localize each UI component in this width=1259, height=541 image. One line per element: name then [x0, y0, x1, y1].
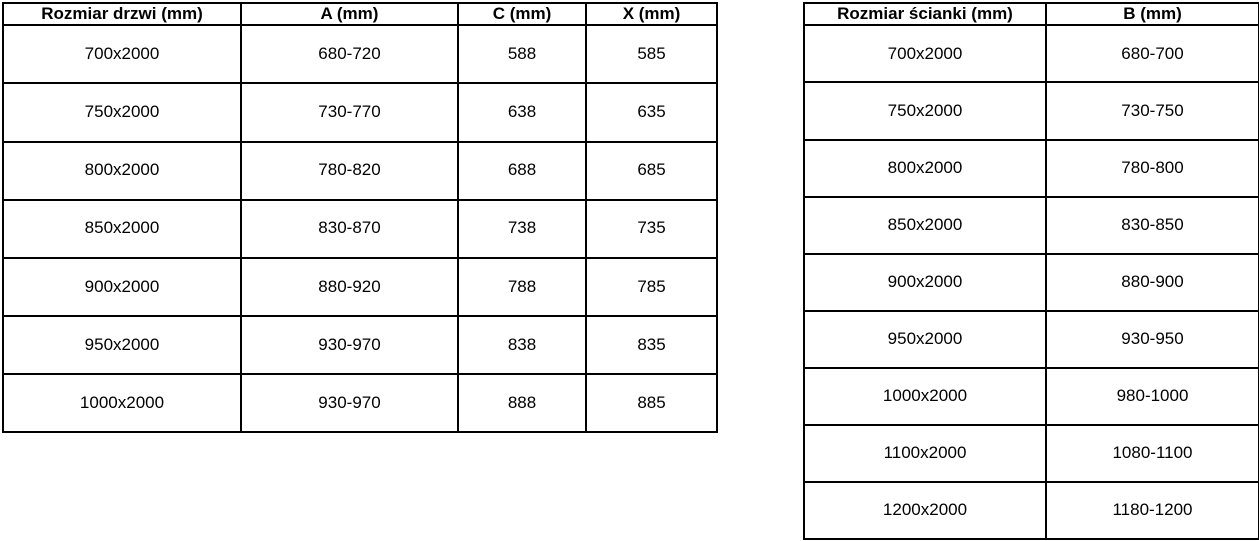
table-cell: 638: [458, 83, 586, 141]
table-cell: 750x2000: [3, 83, 241, 141]
table-cell: 585: [586, 25, 717, 83]
table-row: [804, 425, 1259, 482]
column-header: C (mm): [458, 3, 586, 25]
wall-table-body: [804, 25, 1259, 539]
table-cell: 900x2000: [3, 258, 241, 316]
table-cell: 680-720: [241, 25, 458, 83]
table-cell: 900x2000: [804, 254, 1046, 311]
column-header: Rozmiar drzwi (mm): [3, 3, 241, 25]
table-row: [804, 197, 1259, 254]
table-cell: 850x2000: [3, 200, 241, 258]
table-cell: 788: [458, 258, 586, 316]
column-header: X (mm): [586, 3, 717, 25]
table-cell: 780-820: [241, 142, 458, 200]
table-cell: 730-750: [1046, 82, 1259, 139]
door-table-body: [3, 25, 717, 432]
table-row: [804, 82, 1259, 139]
table-cell: 735: [586, 200, 717, 258]
table-row: [804, 254, 1259, 311]
table-cell: 880-900: [1046, 254, 1259, 311]
wall-table-header-row: [804, 3, 1259, 25]
table-cell: 888: [458, 374, 586, 432]
table-cell: 980-1000: [1046, 368, 1259, 425]
table-cell: 950x2000: [3, 316, 241, 374]
table-cell: 930-950: [1046, 311, 1259, 368]
column-header: Rozmiar ścianki (mm): [804, 3, 1046, 25]
table-cell: 700x2000: [3, 25, 241, 83]
table-cell: 588: [458, 25, 586, 83]
table-cell: 688: [458, 142, 586, 200]
table-cell: 1100x2000: [804, 425, 1046, 482]
table-row: [804, 311, 1259, 368]
table-cell: 1080-1100: [1046, 425, 1259, 482]
table-cell: 750x2000: [804, 82, 1046, 139]
table-row: [804, 25, 1259, 82]
table-cell: 1000x2000: [804, 368, 1046, 425]
wall-size-table: [803, 2, 1259, 540]
table-cell: 800x2000: [3, 142, 241, 200]
door-size-table: [2, 2, 718, 433]
table-cell: 700x2000: [804, 25, 1046, 82]
table-cell: 950x2000: [804, 311, 1046, 368]
table-cell: 930-970: [241, 374, 458, 432]
table-row: [3, 200, 717, 258]
table-row: [3, 25, 717, 83]
table-cell: 1200x2000: [804, 482, 1046, 539]
table-cell: 835: [586, 316, 717, 374]
table-row: [3, 142, 717, 200]
table-row: [804, 368, 1259, 425]
table-row: [3, 83, 717, 141]
table-row: [3, 316, 717, 374]
table-cell: 885: [586, 374, 717, 432]
table-row: [804, 482, 1259, 539]
door-table-header-row: [3, 3, 717, 25]
table-cell: 1000x2000: [3, 374, 241, 432]
table-cell: 730-770: [241, 83, 458, 141]
table-cell: 830-850: [1046, 197, 1259, 254]
table-cell: 780-800: [1046, 140, 1259, 197]
table-cell: 680-700: [1046, 25, 1259, 82]
table-cell: 838: [458, 316, 586, 374]
table-row: [3, 258, 717, 316]
table-cell: 635: [586, 83, 717, 141]
table-cell: 930-970: [241, 316, 458, 374]
table-cell: 830-870: [241, 200, 458, 258]
table-cell: 800x2000: [804, 140, 1046, 197]
column-header: B (mm): [1046, 3, 1259, 25]
table-cell: 738: [458, 200, 586, 258]
column-header: A (mm): [241, 3, 458, 25]
table-cell: 1180-1200: [1046, 482, 1259, 539]
table-row: [804, 140, 1259, 197]
table-row: [3, 374, 717, 432]
table-cell: 880-920: [241, 258, 458, 316]
table-cell: 785: [586, 258, 717, 316]
table-cell: 850x2000: [804, 197, 1046, 254]
table-cell: 685: [586, 142, 717, 200]
